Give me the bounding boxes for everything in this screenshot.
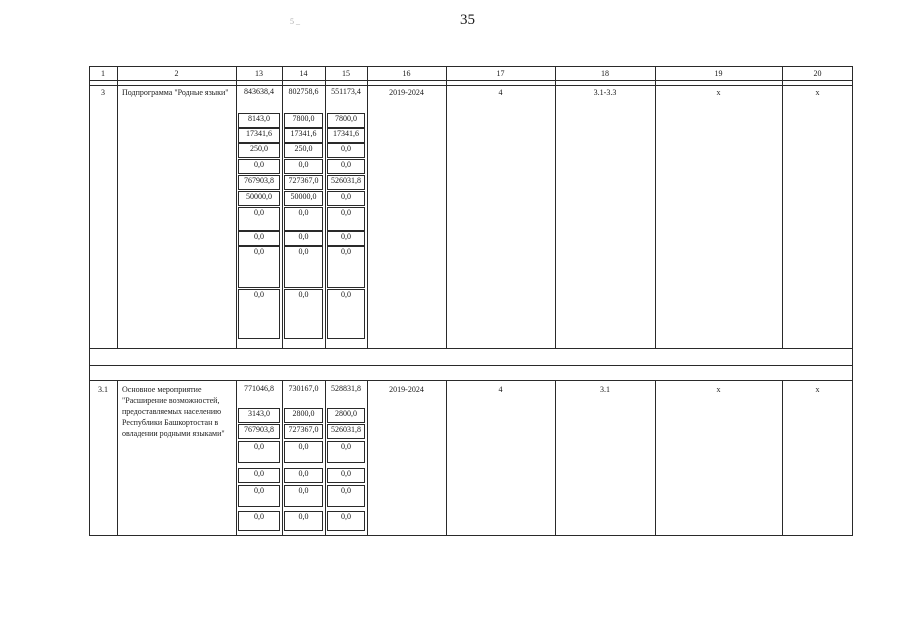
scan-mark: 5 _ <box>290 17 300 26</box>
value-cell: 727367,0 <box>288 425 319 434</box>
value-cell: 0,0 <box>254 486 264 495</box>
value-cell: 0,0 <box>341 442 351 451</box>
value-cell: 0,0 <box>341 160 351 169</box>
header-cell: 1 <box>101 69 105 78</box>
value-cell: 250,0 <box>250 144 268 153</box>
count-cell: 4 <box>498 385 503 394</box>
count-cell: 4 <box>498 88 503 97</box>
table-vline <box>117 380 118 536</box>
period-cell: 2019-2024 <box>389 88 424 97</box>
header-cell: 18 <box>601 69 609 78</box>
table-vline <box>282 66 283 348</box>
value-cell: 0,0 <box>298 486 309 495</box>
value-cell: 0,0 <box>298 469 309 478</box>
header-cell: 13 <box>255 69 263 78</box>
value-cell: 0,0 <box>254 247 264 256</box>
value-cell: 771046,8 <box>244 384 274 393</box>
value-cell: 526031,8 <box>331 176 361 185</box>
value-cell: 17341,6 <box>290 129 317 138</box>
value-cell: 0,0 <box>341 144 351 153</box>
row-name: Основное мероприятие "Расширение возможностей, предоставляемых населению Республики Башкортостан в овладении родными языками" <box>122 385 225 438</box>
value-cell: 0,0 <box>298 208 309 217</box>
value-cell: 0,0 <box>298 512 309 521</box>
mark-cell: x <box>716 385 721 394</box>
header-cell: 19 <box>714 69 723 78</box>
ref-cell: 3.1-3.3 <box>593 88 617 97</box>
header-cell: 2 <box>174 69 179 78</box>
period-cell: 2019-2024 <box>389 385 424 394</box>
value-cell: 0,0 <box>254 232 264 241</box>
table-vline <box>782 380 783 536</box>
table-vline <box>446 66 447 348</box>
value-cell: 2800,0 <box>335 409 357 418</box>
value-cell: 727367,0 <box>288 176 319 185</box>
mark-cell: x <box>716 88 721 97</box>
value-cell: 551173,4 <box>331 87 361 96</box>
value-cell: 17341,6 <box>246 129 272 138</box>
value-cell: 0,0 <box>341 208 351 217</box>
value-cell: 8143,0 <box>248 114 270 123</box>
value-cell: 3143,0 <box>248 409 270 418</box>
value-cell: 7800,0 <box>335 114 357 123</box>
value-cell: 0,0 <box>254 208 264 217</box>
mark-cell: x <box>815 88 820 97</box>
value-cell: 0,0 <box>254 512 264 521</box>
value-cell: 0,0 <box>341 247 351 256</box>
value-cell: 802758,6 <box>288 87 319 96</box>
ref-cell: 3.1 <box>600 385 610 394</box>
table-border <box>89 66 853 536</box>
value-cell: 0,0 <box>254 442 264 451</box>
table-vline <box>655 380 656 536</box>
table-vline <box>117 66 118 348</box>
value-cell: 17341,6 <box>333 129 359 138</box>
value-cell: 0,0 <box>341 486 351 495</box>
mark-cell: x <box>815 385 820 394</box>
header-cell: 20 <box>813 69 822 78</box>
table-hline <box>89 365 853 366</box>
value-cell: 0,0 <box>254 160 264 169</box>
table-vline <box>325 66 326 348</box>
value-cell: 50000,0 <box>290 192 317 201</box>
value-cell: 250,0 <box>294 144 313 153</box>
page-number: 35 <box>460 12 475 28</box>
value-cell: 843638,4 <box>244 87 274 96</box>
value-cell: 0,0 <box>254 469 264 478</box>
table-vline <box>236 66 237 348</box>
table-vline <box>555 380 556 536</box>
value-cell: 0,0 <box>254 290 264 299</box>
value-cell: 0,0 <box>298 160 309 169</box>
value-cell: 767903,8 <box>244 425 274 434</box>
header-cell: 17 <box>496 69 505 78</box>
value-cell: 7800,0 <box>292 114 315 123</box>
value-cell: 0,0 <box>341 469 351 478</box>
row-index: 3.1 <box>98 385 108 394</box>
value-cell: 526031,8 <box>331 425 361 434</box>
header-cell: 14 <box>299 69 308 78</box>
value-cell: 2800,0 <box>292 409 315 418</box>
value-cell: 767903,8 <box>244 176 274 185</box>
value-cell: 0,0 <box>341 232 351 241</box>
table-vline <box>655 66 656 348</box>
table-hline <box>89 85 853 86</box>
header-cell: 16 <box>402 69 411 78</box>
value-cell: 50000,0 <box>246 192 272 201</box>
value-cell: 0,0 <box>341 512 351 521</box>
row-name: Подпрограмма "Родные языки" <box>122 88 229 97</box>
value-cell: 730167,0 <box>288 384 319 393</box>
value-cell: 0,0 <box>298 290 309 299</box>
value-cell: 0,0 <box>341 290 351 299</box>
header-cell: 15 <box>342 69 350 78</box>
table-vline <box>782 66 783 348</box>
table-vline <box>367 380 368 536</box>
value-cell: 0,0 <box>298 442 309 451</box>
value-cell: 0,0 <box>298 232 309 241</box>
row-index: 3 <box>101 88 105 97</box>
value-cell: 0,0 <box>341 192 351 201</box>
table-hline <box>89 80 853 81</box>
table-hline <box>89 380 853 381</box>
table-vline <box>555 66 556 348</box>
table-hline <box>89 348 853 349</box>
value-cell: 528831,8 <box>331 384 361 393</box>
table-vline <box>367 66 368 348</box>
table-vline <box>446 380 447 536</box>
value-cell: 0,0 <box>298 247 309 256</box>
